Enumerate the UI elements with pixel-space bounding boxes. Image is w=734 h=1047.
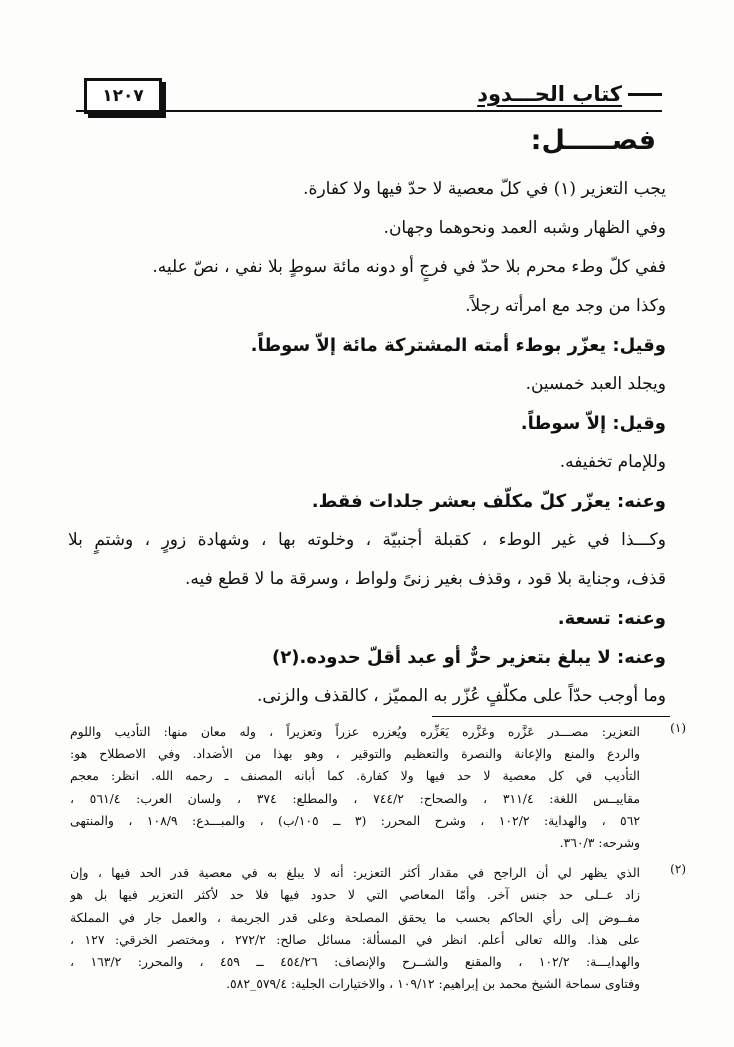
paragraph: وعنه: يعزّر كلّ مكلّف بعشر جلدات فقط. [311, 491, 666, 512]
page-header [70, 78, 662, 114]
section-heading: فصـــــل: [530, 125, 656, 156]
header-rule [76, 110, 662, 112]
footnote-separator [432, 716, 670, 717]
paragraph: وفي الظهار وشبه العمد ونحوهما وجهان. [383, 218, 666, 238]
footnote-line: وفتاوى سماحة الشيخ محمد بن إبراهيم: ١٠٩/١٢ ، والاختيارات الجلية: ٥٧٩/٤_٥٨٢. [226, 976, 640, 992]
paragraph: قذف، وجناية بلا قود ، وقذف بغير زنىً ولواط ، وسرقة ما لا قطع فيه. [184, 569, 666, 589]
footnotes [70, 721, 686, 995]
footnote-line: والردع والمنع والإعانة والنصرة والتعظيم والتوقير ، وهو بهذا من الأضداد. وفي الاصطلاح هو: [70, 746, 640, 762]
paragraph: وعنه: تسعة. [557, 608, 666, 629]
footnote-line: وشرحه: ٣٦٠/٣. [559, 834, 640, 850]
header-dash [628, 93, 662, 96]
paragraph: وعنه: لا يبلغ بتعزير حرٌّ أو عبد أقلّ حدوده.(٢) [272, 647, 666, 668]
book-title: كتاب الحـــدود [477, 82, 622, 106]
footnote-2 [70, 862, 686, 995]
paragraph: ويجلد العبد خمسين. [525, 374, 666, 394]
paragraph: ففي كلّ وطء محرم بلا حدّ في فرجٍ أو دونه مائة سوطٍ بلا نفي ، نصّ عليه. [152, 257, 666, 277]
paragraph: وقيل: إلاّ سوطاً. [520, 413, 666, 434]
footnote-number: (٢) [670, 862, 686, 877]
paragraph: يجب التعزير (١) في كلّ معصية لا حدّ فيها ولا كفارة. [303, 179, 666, 199]
footnote-line: مقاييــس اللغة: ٣١١/٤ ، والصحاح: ٧٤٤/٢ ، والمطلع: ٣٧٤ ، ولسان العرب: ٥٦١/٤ ، [70, 790, 640, 806]
footnote-line: والهدايـــة: ١٠٢/٢ ، والمقنع والشــرح والإنصاف: ٤٥٤/٢٦ ــ ٤٥٩ ، والمحرر: ١٦٣/٢ ، [70, 953, 640, 969]
main-text [68, 170, 666, 716]
footnote-line: زاد عــلى حد جنس آخر. وأمّا المعاصي التي لا حدود فيها فلا حد لأكثر التعزير فيها بل هو [70, 887, 640, 903]
footnote-line: ٥٦٢ ، والهداية: ١٠٢/٢ ، وشرح المحرر: (٣ ــ ١٠٥/ب) ، والمبـــدع: ١٠٨/٩ ، والمنتهى [70, 812, 640, 828]
footnote-line: التعزير: مصـــدر عَزَّره وعَزَّره يَعَزِّره ويُعزره عزراً وتعزيراً ، وله معان منها: التأديب واللوم [70, 724, 640, 739]
paragraph: وكذا من وجد مع امرأته رجلاً. [465, 296, 666, 316]
paragraph: وكـــذا في غير الوطء ، كقبلة أجنبيّة ، وخلوته بها ، وشهادة زورٍ ، وشتمٍ بلا [68, 530, 666, 550]
footnote-line: التأديب في كل معصية لا حد فيها ولا كفارة. كما أبانه المصنف ـ رحمه الله. انظر: معجم [70, 768, 640, 784]
footnote-line: على هذا. والله تعالى أعلم. انظر في المسألة: مسائل صالح: ٢٧٢/٢ ، ومختصر الخرقي: ١٢٧ ، [70, 931, 640, 947]
footnote-line: مفــوض إلى رأي الحاكم بحسب ما يحقق المصلحة وعلى قدر الجريمة ، والعمل جار في المملكة [70, 909, 640, 925]
page-number: ١٢٠٧ [84, 78, 162, 114]
footnote-1 [70, 721, 686, 854]
paragraph: وقيل: يعزّر بوطء أمته المشتركة مائة إلاّ سوطاً. [250, 335, 666, 356]
paragraph: وللإمام تخفيفه. [559, 452, 666, 472]
paragraph: وما أوجب حدّاً على مكلّفٍ عُزّر به المميّز ، كالقذف والزنى. [256, 686, 666, 706]
footnote-number: (١) [670, 721, 686, 735]
footnote-line: الذي يظهر لي أن الراجح في مقدار أكثر التعزير: أنه لا يبلغ به في معصية قدر الحد فيها ، وإن [70, 865, 640, 881]
